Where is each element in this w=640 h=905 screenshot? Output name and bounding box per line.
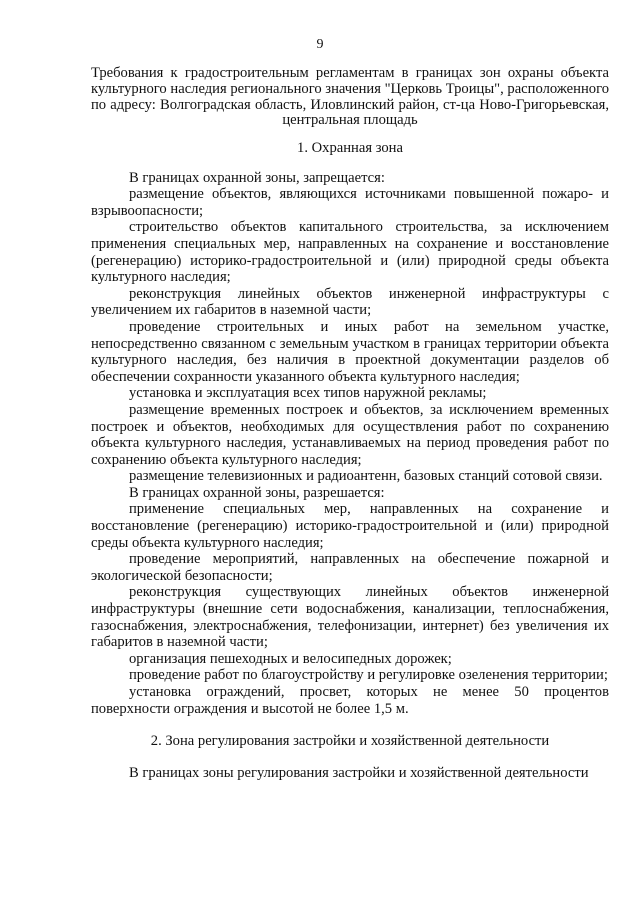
section-1-heading: 1. Охранная зона	[297, 140, 403, 156]
prohibited-item: установка и эксплуатация всех типов наружной рекламы;	[129, 385, 487, 402]
prohibited-item: размещение временных построек и объектов, за исключением временных построек и объектов, необходимых для осуществления работ по сохранению объекта культурного наследия, устанавливаемых на период проведения работ по сохранению объекта культурного наследия;	[91, 401, 609, 468]
allowed-item: проведение работ по благоустройству и регулировке озеленения территории;	[129, 667, 608, 684]
prohibited-item: проведение строительных и иных работ на земельном участке, непосредственно связанном с земельным участком в границах территории объекта культурного наследия, без наличия в проектной документации разделов об обеспечении сохранности указанного объекта культурного наследия;	[91, 318, 609, 385]
allowed-intro: В границах охранной зоны, разрешается:	[129, 484, 385, 501]
prohibited-intro: В границах охранной зоны, запрещается:	[129, 169, 385, 186]
allowed-item: реконструкция существующих линейных объектов инженерной инфраструктуры (внешние сети водоснабжения, канализации, теплоснабжения, газоснабжения, электроснабжения, телефонизации, интернет) без увеличения их габаритов в наземной части;	[91, 584, 609, 651]
allowed-item: организация пешеходных и велосипедных дорожек;	[129, 650, 452, 667]
page-number: 9	[316, 37, 324, 52]
allowed-item: проведение мероприятий, направленных на обеспечение пожарной и экологической безопасности;	[91, 551, 609, 584]
prohibited-item: реконструкция линейных объектов инженерной инфраструктуры с увеличением их габаритов в наземной части;	[91, 285, 609, 319]
document-title: Требования к градостроительным регламентам в границах зон охраны объекта культурного наследия регионального значения "Церковь Троицы", расположенного по адресу: Волгоградская область, Иловлинский район, ст-ца Ново-Григорьевская, центральная площадь	[91, 65, 609, 129]
prohibited-item: строительство объектов капитального строительства, за исключением применения специальных мер, направленных на сохранение и восстановление (регенерацию) историко-градостроительной и (или) природной среды объекта культурного наследия;	[91, 219, 609, 286]
prohibited-item: размещение телевизионных и радиоантенн, базовых станций сотовой связи.	[129, 468, 603, 485]
document-body	[91, 140, 609, 781]
section-2-heading: 2. Зона регулирования застройки и хозяйственной деятельности	[150, 733, 550, 750]
allowed-item: установка ограждений, просвет, которых не менее 50 процентов поверхности ограждения и высотой не более 1,5 м.	[91, 684, 609, 717]
section-2-intro: В границах зоны регулирования застройки и хозяйственной деятельности	[129, 764, 589, 781]
prohibited-item: размещение объектов, являющихся источниками повышенной пожаро- и взрывоопасности;	[91, 186, 609, 219]
allowed-item: применение специальных мер, направленных на сохранение и восстановление (регенерацию) историко-градостроительной и (или) природной среды объекта культурного наследия;	[91, 501, 609, 551]
